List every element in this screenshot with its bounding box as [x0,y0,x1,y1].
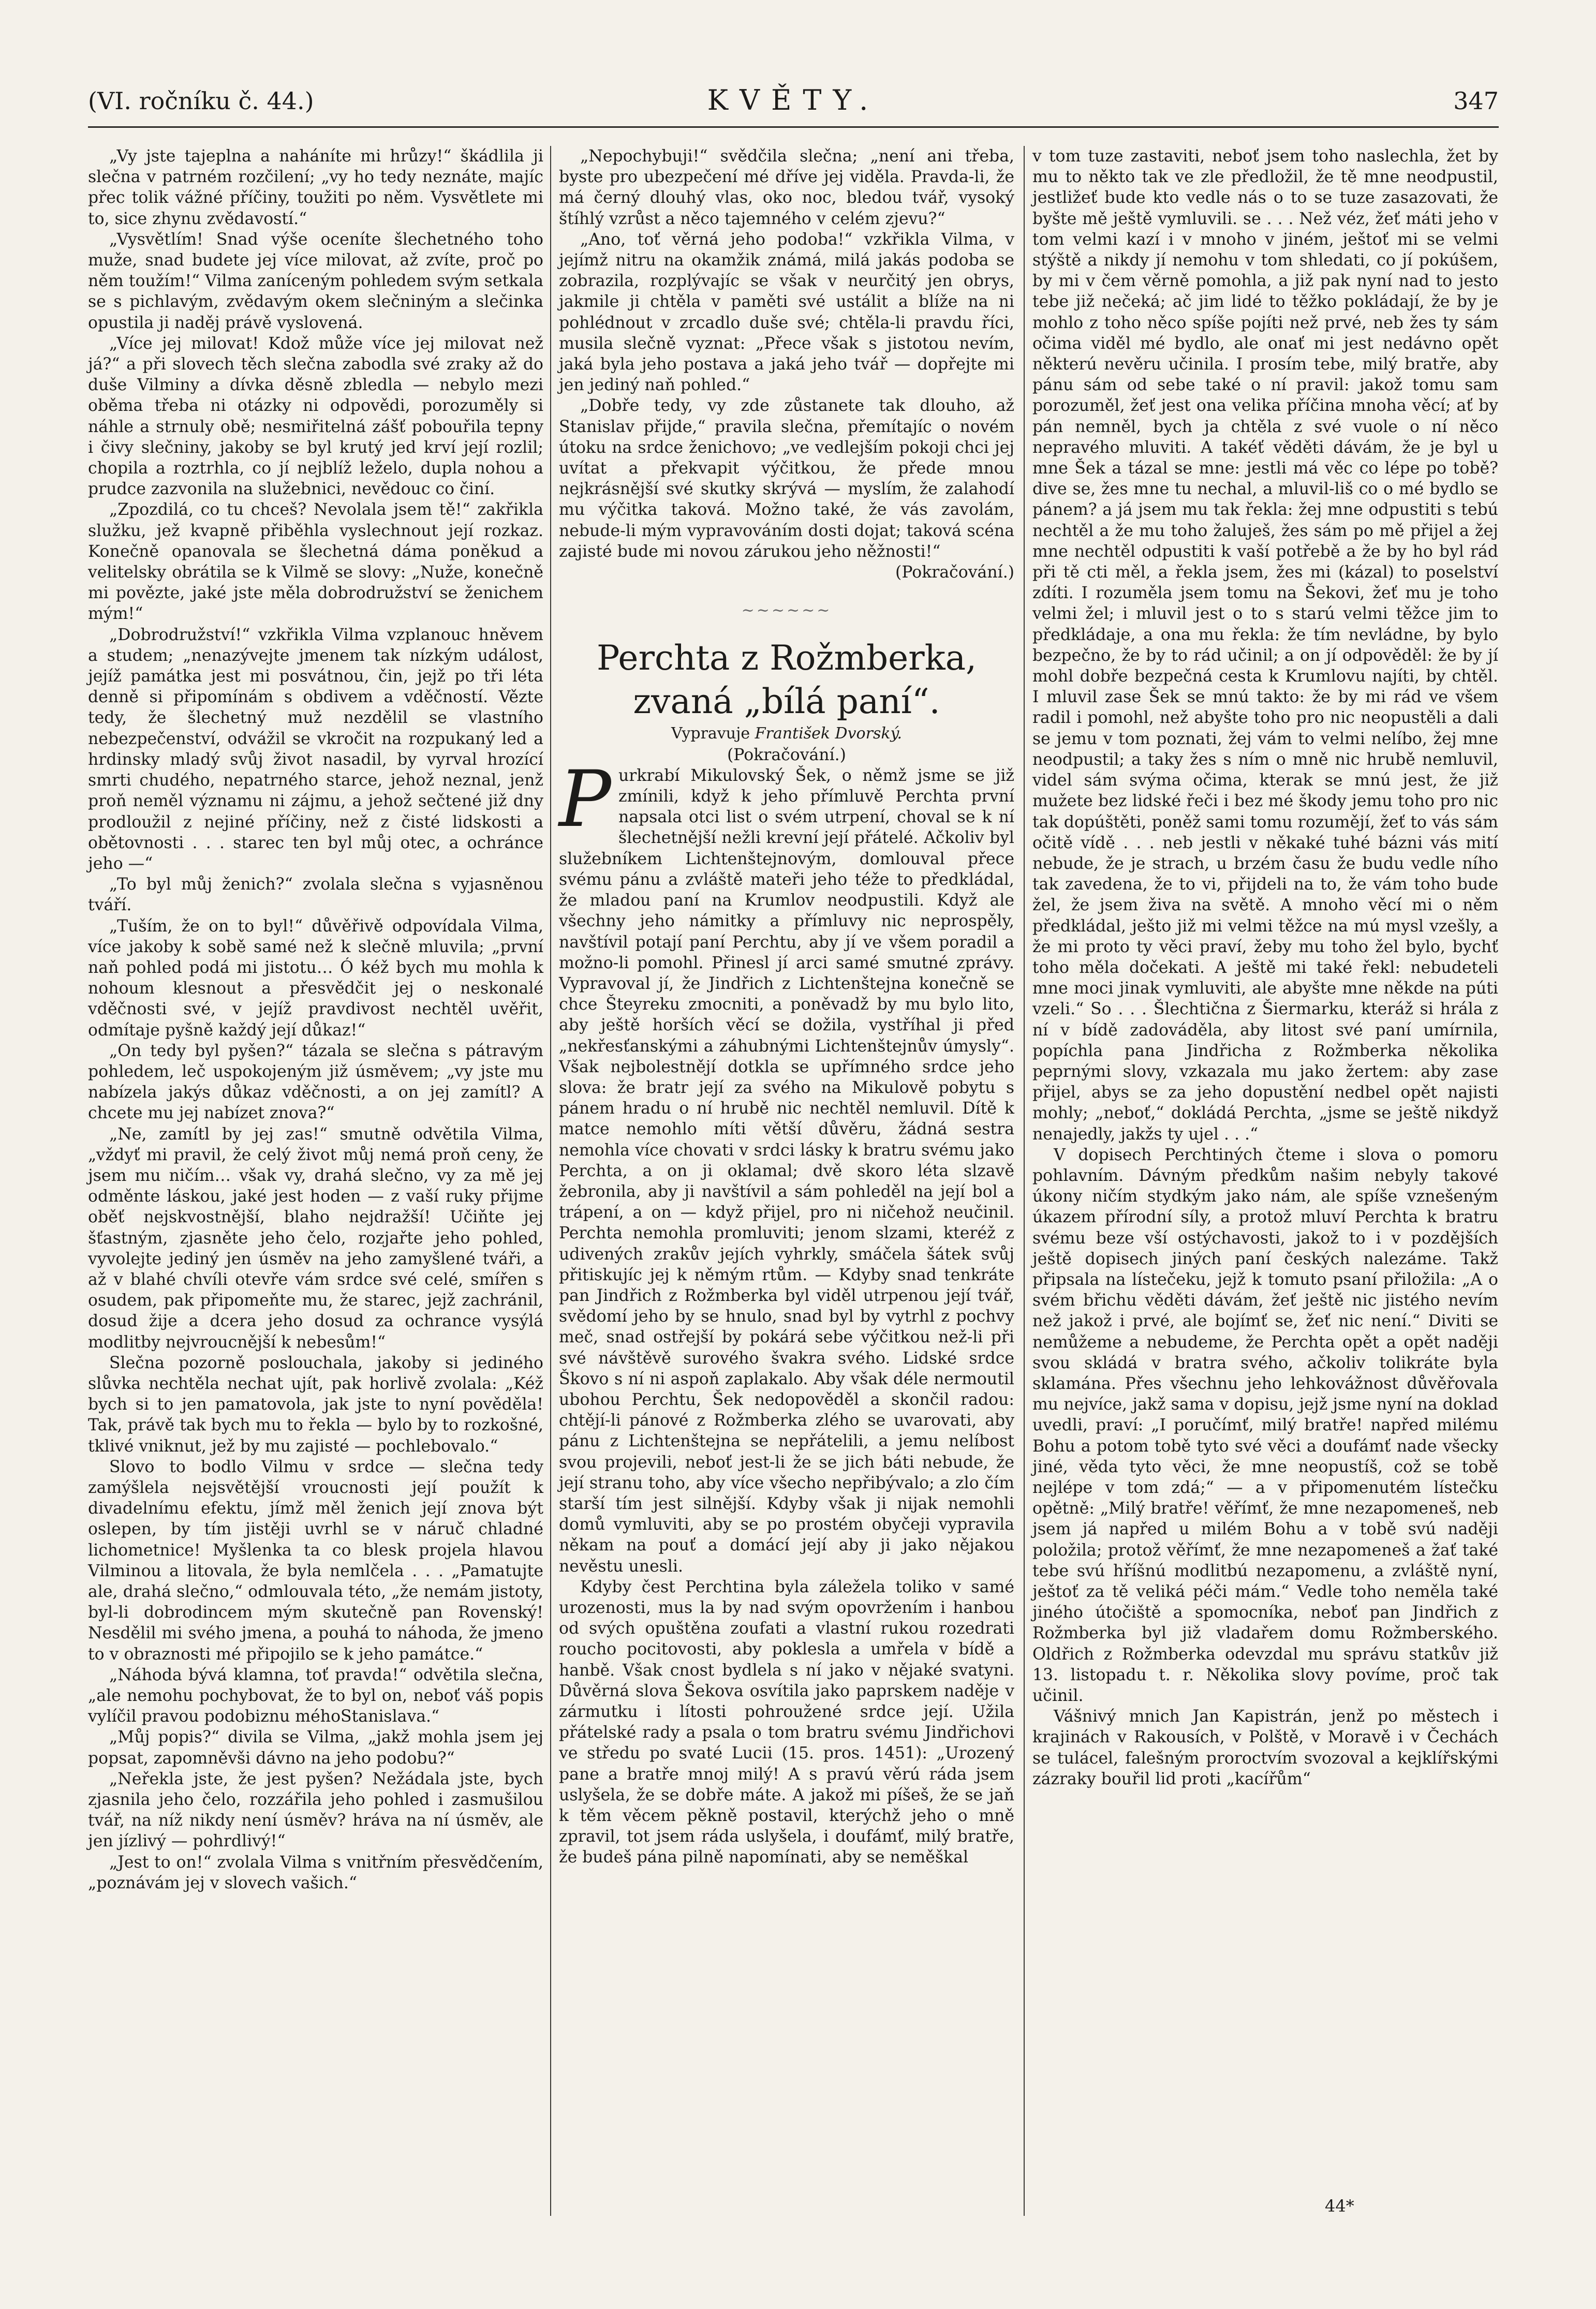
paragraph: „Vy jste tajeplna a naháníte mi hrůzy!“ škádlila ji slečna v patrném rozčilení; „vy ho tedy neznáte, majíc přec tolik vážné příčiny, toužiti po něm. Vysvětlete mi to, sice zhynu zvědavostí.“ [88,147,543,228]
article-byline [559,723,1014,744]
column-1 [88,146,543,1893]
paragraph: Vášnivý mnich Jan Kapistrán, jenž po městech i krajinách v Rakousích, v Polště, v Moravě i v Čechách se tulácel, falešným proroctvím svozoval a kejklířskými zázraky bouřil lid proti „kacířům“ [1032,1707,1498,1788]
byline-prefix: Vypravuje [671,724,750,743]
paragraph: „Jest to on!“ zvolala Vilma s vnitřním přesvědčením, „poznávám jej v slovech vašich.“ [88,1853,543,1892]
paragraph: „Ano, toť věrná jeho podoba!“ vzkřikla Vilma, v jejímž nitru na okamžik známá, milá jakás podoba se zobrazila, rozplývajíc se však v neurčitý jen obrys, jakmile ji chtěla v paměti své ustálit a blíže na ni pohlédnout v zrcadlo duše své; chtěla-li pravdu říci, musila slečně vyznat: „Přece však s jistotou nevím, jaká byla jeho postava a jaká jeho tvář — dopřejte mi jen jediný naň pohled.“ [559,230,1014,395]
section-separator: ~~~~~~ [741,601,832,620]
article-continued-note: (Pokračování.) [727,745,846,764]
paragraph: „Zpozdilá, co tu chceš? Nevolala jsem tě!“ zakřikla služku, jež kvapně přiběhla vyslechnout její rozkaz. Konečně opanovala se šlechetná dáma poněkud a velitelsky obrátila se k Vilmě se slovy: „Nuže, konečně mi povězte, jaké jste měla dobrodružství se ženichem mým!“ [88,500,543,624]
page-header [88,77,1499,123]
paragraph: „On tedy byl pyšen?“ tázala se slečna s pátravým pohledem, leč uspokojeným již úsměvem; „vy jste mu nabízela jakýs důkaz vděčnosti, a on jej zamítl? A chcete mu jej nabízet znova?“ [88,1041,543,1123]
column-divider-2 [1024,146,1025,2216]
column-divider-1 [550,146,551,2216]
continued-note: (Pokračování.) [895,563,1014,582]
paragraph: „Vysvětlím! Snad výše oceníte šlechetného toho muže, snad budete jej více milovat, až zvíte, proč po něm toužím!“ Vilma zaníceným pohledem svým setkala se s pichlavým, zvědavým okem slečniným a slečinka opustila ji naděj právě vyslovená. [88,230,543,332]
header-rule [88,126,1499,128]
publication-title: KVĚTY. [707,84,880,116]
paragraph: „Více jej milovat! Kdož může více jej milovat než já?“ a při slovech těch slečna zabodla své zraky až do duše Vilminy a dívka děsně zbledla — nebylo mezi oběma třeba ni otázky ni odpovědi, porozuměly si náhle a strnuly obě; nesmiřitelná zášť pobouřila tepny i čivy slečniny, jakoby se byl krutý jed krví její rozlil; chopila a roztrhla, co jí nejblíž leželo, dupla nohou a prudce zazvonila na služebnici, nevědouc co činí. [88,334,543,499]
article-title: Perchta z Rožmberka, zvaná „bílá paní“. [596,638,977,722]
column-2 [559,146,1014,1868]
paragraph: V dopisech Perchtiných čteme i slova o pomoru pohlavním. Dávným předkům našim nebyly takové úkony ničím stydkým jako nám, ale spíše vznešeným úkazem přírodní síly, a protož mluví Perchta k bratru svému beze vší ostýchavosti, jakož to i v pozdějších ještě dopisech jiných paní českých nalezáme. Takž připsala na lístečeku, jejž k tomuto psaní přiložila: „A o svém břichu věděti dávám, žeť ještě nic jistého nevím než jakož i prvé, ale bojímť se, žeť nic není.“ Diviti se nemůžeme a nebudeme, že Perchta opět a opět naději svou skládá v bratra svého, ačkoliv tolikráte byla sklamána. Přes všechnu jeho lehkovážnost důvěřovala mu nejvíce, jakž sama v dopisu, jejž jsme nyní na doklad uvedli, praví: „I poručímť, milý bratře! napřed milému Bohu a potom tobě tyto své věci a doufámť nade všecky jiné, věda tyto věci, že mne neopustíš, což se tobě nejlépe v tom zdá;“ — a v připomenutém lístečku opětně: „Milý bratře! věřímť, že mne nezapomeneš, neb jsem já napřed u milém Bohu a v tobě svú naději položila; protož věřímť, že mne nezapomeneš a žať také tebe svú hříšnú modlitbú nezapomenu, a zvláště nyní, ještoť za tě veliká péči mám.“ Vedle toho neměla také jiného útočiště a spomocníka, neboť pan Jindřich z Rožmberka byl již vladařem domu Rožmberského. Oldřich z Rožmberka odevzdal mu správu statkův již 13. listopadu t. r. Několika slovy povíme, proč tak učinil. [1032,1145,1498,1706]
paragraph: v tom tuze zastaviti, neboť jsem toho naslechla, žet by mu to někto tak ve zle předložil, že tě mne neodpustil, jestližeť bude kto vedle nás o to se tuze zasazovati, že byšte mě ještě vymluvili. se . . . Než véz, žeť máti jeho v tom velmi kazí i v mnoho v jiném, ještoť mi se velmi stýště a nikdy jí nemohu v tom shledati, co jí pokúšem, by mi v čem věrně pomohla, a již pak nyní nad to jesto tebe již nečeká; ač jim lidé to těžko pokládají, že by je mohlo z toho něco spíše pojíti než prvé, neb žes ty sám očima viděl mé bydlo, ale onať mi jest nedávno opět některú nevěru učinila. I prosím tebe, milý bratře, aby pánu sám od sebe také o ní pravil: jakož tomu sam porozuměl, žeť jest ona velika příčina mnoha věcí; ať by pán nemněl, bych ja chtěla z své vuole o ní něco nepravého mluviti. A takéť věděti dávám, že je byl u mne Šek a tázal se mne: jestli má věc co lépe po tobě? dive se, žes mne tu nechal, a mluvil-liš co o mé bydlo se pánem? a já jsem mu tak řekla: žej mne odpustiti s tebú nechtěl a že mu toho žaluješ, žes sám po mě přijel a žej mne nechtěl odpustiti k vaší potřebě a že by ho byl rád při tě cti měl, a řekla jsem, žes mi (kázal) to poselství zdíti. I rozuměla jsem tomu na Šekovi, žeť mu je toho velmi žel; i mluvil jest o to s starú velmi těžce jim to předkládaje, a ona mu řekla: že tím nevládne, by bylo bezpečno, že by to rád učinil; a on jí odpověděl: že by jí mohl dobře bezpečná cesta k Krumlovu najíti, by chtěl. I mluvil zase Šek se mnú takto: že by mi rád ve všem radil i pomohl, než abyšte toho pro nic neopustěli a dali se jemu v tom poznati, žej vám to velmi nelíbo, žej mne neodpustil; a taky žes s ním o mně nic hrubě nemluvil, videl sám svýma očima, kterak se mnú jest, že již mužete bez lidské řeči i bez mé škody jemu toho pro nic tak dopúštěti, poněž sami tomu rozumějí, žeť to vás sám očitě vídě . . . neb jestli v někaké tuhé bázni vás mití nebude, že je strach, u brzém času že budu vedle ního tak zavedena, že to vi, přijdeli na to, že vám toho bude žel, že jsem živa na světě. A mnoho věcí mi o něm předkládal, ješto již mi velmi těžce na mú mysl vzešly, a že mi proto ty věci praví, žeby mu toho žel bylo, bychť toho měla dočekati. A ještě mi také řekl: nebudeteli mne moci jinak vymluviti, ale abyšte mne někde na púti vzeli.“ So . . . Šlechtična z Šiermarku, kteráž si hrála z ní v bídě zadováděla, aby litost své paní umírnila, popíchla pana Jindřicha z Rožmberka několika peprnými slovy, vzkazala mu jako žertem: aby zase přijel, abys se za jeho dopustění nedbel opět najisti mohly; „neboť,“ dokládá Perchta, „jsme se ještě nikdyž nenajedly, jakžs ty ujel . . .“ [1032,147,1498,1144]
paragraph: „Nepochybuji!“ svědčila slečna; „není ani třeba, byste pro ubezpečení mé dříve jej viděla. Pravda-li, že má černý dlouhý vlas, oko noc, bledou tvář, vysoký štíhlý vzrůst a něco tajemného v celém zjevu?“ [559,147,1014,228]
paragraph: „Můj popis?“ divila se Vilma, „jakž mohla jsem jej popsat, zapomněvši dávno na jeho podobu?“ [88,1728,543,1768]
paragraph: „Náhoda bývá klamna, toť pravda!“ odvětila slečna, „ale nemohu pochybovat, že to byl on, neboť váš popis vylíčil pravou podobiznu méhoStanislava.“ [88,1665,543,1726]
paragraph: „Dobře tedy, vy zde zůstanete tak dlouho, až Stanislav přijde,“ pravila slečna, přemítajíc o novém útoku na srdce ženichovo; „ve vedlejším pokoji chci jej uvítat a překvapit výčitkou, že přede mnou nejkrásnější své skutky skrývá — myslím, že zalahodí mu výčitka taková. Možno také, že vás zavolám, nebude-li mým vypravováním dosti dojat; taková scéna zajisté bude mi novou zárukou jeho něžnosti!“ [559,396,1014,561]
issue-info: (VI. ročníku č. 44.) [88,87,314,115]
author-name: František Dvorský. [755,724,903,743]
paragraph: „Ne, zamítl by jej zas!“ smutně odvětila Vilma, „vždyť mi pravil, že celý život můj nemá proň ceny, že jsem mu ničím… však vy, drahá slečno, vy za mě jej odměnte láskou, jaké jest hoden — z vaší ruky přijme oběť nejskvostnější, blaho nejdražší! Učiňte jej šťastným, zjasněte jeho čelo, rozjařte jeho pohled, vyvolejte jediný jen úsměv na jeho zamyšlené tváři, a až v blahé chvíli otevře vám srdce své celé, smířen s osudem, pak připomeňte mu, že starec, jejž zachránil, dosud žije a dcera jeho dosud za ochrance vysýlá modlitby nejvroucnější k nebesům!“ [88,1124,543,1352]
drop-cap: P [559,754,611,845]
column-3 [1032,146,1498,1789]
paragraph: „Tuším, že on to byl!“ důvěřivě odpovídala Vilma, více jakoby k sobě samé než k slečně mluvila; „první naň pohled podá mi jistotu… Ó kéž bych mu mohla k nohoum klesnout a přesvědčit jej o neskonalé vděčnosti své, v jejíž pravdivost nechtěl uvěřit, odmítaje pyšně každý její důkaz!“ [88,916,543,1040]
signature-mark: 44* [1325,2196,1354,2216]
paragraph-text: urkrabí Mikulovský Šek, o němž jsme se již zmínili, když k jeho přímluvě Perchta první napsala otci list o svém utrpení, choval se k ní šlechetnější nežli krevní její přátelé. Ačkoliv byl služebníkem Lichtenštejnovým, domlouval přece svému pánu a zvláště mateři jeho téže to předkládal, že mladou paní na Krumlov neodpustili. Když ale všechny jeho námitky a přímluvy nic neprospěly, navštívil potají paní Perchtu, aby jí ve všem poradil a možno-li pomohl. Přinesl jí arci samé smutné zprávy. Vypravoval jí, že Jindřich z Lichtenštejna konečně se chce Šteyreku zmocniti, a poněvadž by mu bylo lito, aby ještě horších věcí se dožila, vystříhal ji před „nekřesťanskými a záhubnými Lichtenštejnův úmysly“. Však nejbolestnějí dotkla se upřímného srdce jeho slova: že bratr její za svého na Mikulově pobytu s pánem hradu o ní hrubě nic nechtěl nemluvil. Dítě k matce nemohlo míti větší důvěru, žádná sestra nemohla více chovati v srdci lásky k bratru svému jako Perchta, a on ji oklamal; dvě skoro léta slzavě žebronila, aby ji navštívil a sám pohleděl na její bol a trápení, a on — když přijel, pro ni ničehož neučinil. Perchta nemohla promluviti; jenom slzami, kteréž z udivených zrakův jejích vyhrkly, smáčela šátek svůj přitiskujíc jej k němým rtům. — Kdyby snad tenkráte pan Jindřich z Rožmberka byl viděl utrpenou její tvář, svědomí jeho by se hnulo, snad byl by vytrhl z pochvy meč, snad ostřejší by pokárá sebe výčitkou než-li při své návštěvě surového švakra svého. Lidské srdce Škovo s ní ni aspoň zaplakalo. Aby však déle nermoutil ubohou Perchtu, Šek nedopověděl a skončil radou: chtějí-li pánové z Rožmberka zlého se uvarovati, aby pánu z Lichtenštejna se nepřátelili, a jemu nelíbost svou projevili, neboť jest-li že se jich báti nebude, že její stranu toho, aby více všecho nepřibývalo; a zlo čím starší tím jest silnější. Kdyby však ji nijak nemohli domů vymluviti, aby se po prostém obyčeji vypravila někam na pouť a domácí její aby ji jako nějakou nevěstu unesli. [559,766,1014,1576]
paragraph: Slečna pozorně poslouchala, jakoby si jediného slůvka nechtěla nechat ujít, pak horlivě zvolala: „Kéž bych si to jen pamatovola, jak jste to nyní pověděla! Tak, právě tak bych mu to řekla — bylo by to rozkošné, tklivé vniknut, jež by mu zajisté — pochlebovalo.“ [88,1353,543,1456]
paragraph: Kdyby čest Perchtina byla záležela toliko v samé urozenosti, mus la by nad svým opovržením i hanbou od svých opuštěna zoufati a vlastní rukou rozedrati roucho pocitovosti, aby poklesla a umřela v bídě a hanbě. Však cnost bydlela s ní jako v nějaké svatyni. Důvěrná slova Šekova osvítila jako paprskem naděje v zármutku i lítosti pohroužené srdce její. Užila přátelské rady a psala o tom bratru svému Jindřichovi ve středu po svaté Lucii (15. pros. 1451): „Urozený pane a bratře mnoj milý! A s pravú věrú ráda jsem uslyšela, že se dobře máte. A jakož mi píšeš, že se jaň k těm věcem pěkně postavil, kterýchž jeho o mně zpravil, tot jsem ráda uslyšela, i doufámť, milý bratře, že budeš pána pilně napomínati, aby se neměškal [559,1577,1014,1867]
paragraph: „Neřekla jste, že jest pyšen? Nežádala jste, bych zjasnila jeho čelo, rozzářila jeho pohled i zasmušilou tvář, na níž nikdy není úsměv? hráva na ní úsměv, ale jen jízlivý — pohrdlivý!“ [88,1769,543,1851]
page-number: 347 [1453,87,1499,115]
paragraph: „Dobrodružství!“ vzkřikla Vilma vzplanouc hněvem a studem; „nenazývejte jmenem tak nízkým událost, jejíž památka jest mi posvátnou, čin, jejž po tři léta denně si připomínám s obdivem a vděčností. Vězte tedy, že šlechetný muž nezdělil se vlastního nebezpečenství, odvážil se vkročit na rozpukaný led a hrdinsky mladý svůj život nasadil, by vyrval hrozící smrti chudého, nepatrného starce, jehož neznal, jenž proň neměl významu ni zájmu, a jehož sečtené již dny prodloužil z nejiné příčiny, než z čisté lidskosti a obětovnosti . . . starec ten byl můj otec, a ochránce jeho —“ [88,625,543,873]
paragraph: „To byl můj ženich?“ zvolala slečna s vyjasněnou tváří. [88,875,543,915]
paragraph: Slovo to bodlo Vilmu v srdce — slečna tedy zamýšlela nejsvětější vroucnosti její použít k divadelnímu efektu, jímž měl ženich její znova být oslepen, by tím jistěji uvrhl se v náruč chladné lichometnice! Myšlenka ta co blesk projela hlavou Vilminou a litovala, že byla nemlčela . . . „Pamatujte ale, drahá slečno,“ odmlouvala této, „že nemám jistoty, byl-li dobrodincem mým skutečně pan Rovenský! Nesdělil mi svého jmena, a pouhá to náhoda, že jmeno to v obraznosti mé připojilo se k jeho památce.“ [88,1457,543,1664]
